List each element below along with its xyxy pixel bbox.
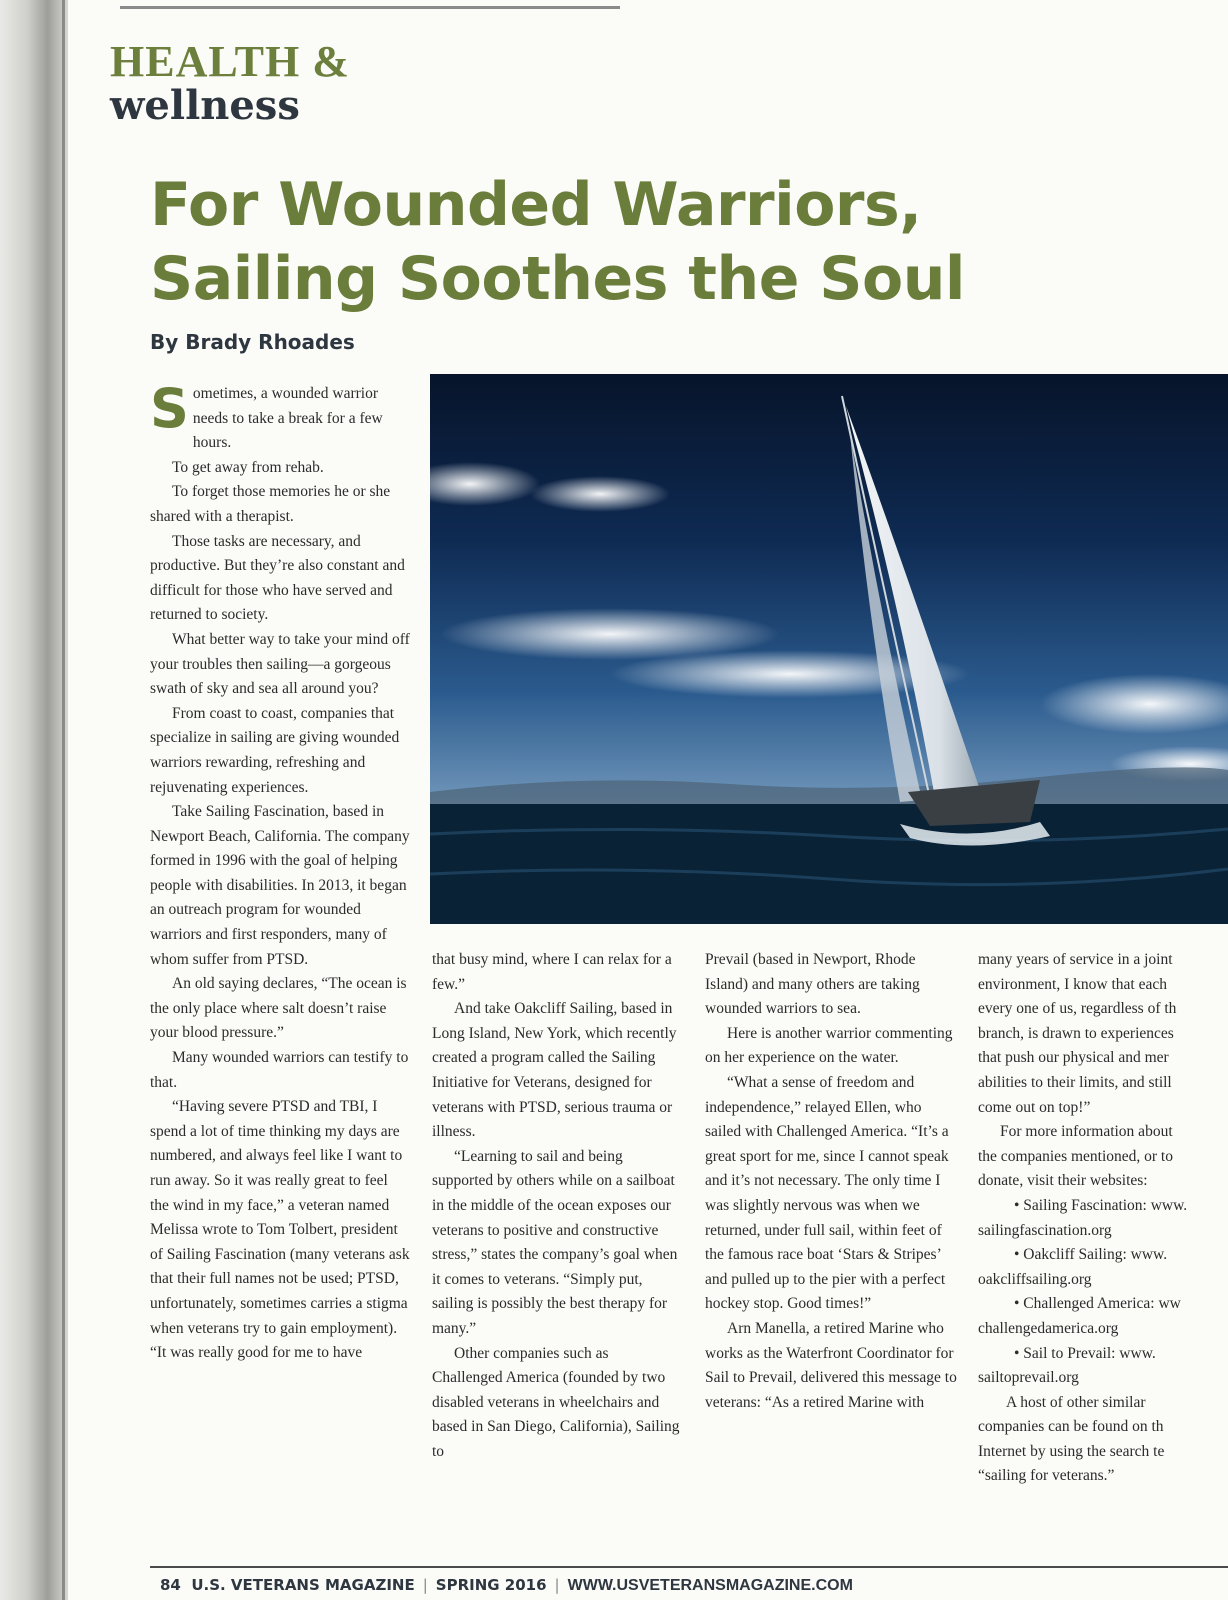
paragraph [150, 377, 410, 456]
text-line: every one of us, regardless of th [978, 1000, 1177, 1018]
paragraph: And take Oakcliff Sailing, based in Long Island, New York, which recently created a program called the Sailing Initiative for Veterans, designed for veterans with PTSD, serious trauma or illness. [432, 1000, 677, 1141]
paragraph: Arn Manella, a retired Marine who works as the Waterfront Coordinator for Sail to Prevail, delivered this message to veterans: “As a retired Marine with [705, 1319, 957, 1411]
paragraph: An old saying declares, “The ocean is the only place where salt doesn’t raise your blood pressure.” [150, 975, 407, 1042]
paragraph: From coast to coast, companies that specialize in sailing are giving wounded warriors rewarding, refreshing and rejuvenating experiences. [150, 704, 400, 796]
paragraph: To get away from rehab. [172, 458, 324, 476]
website-link: sailtoprevail.org [978, 1369, 1079, 1387]
text-line: many years of service in a joint [978, 951, 1173, 968]
article-column-3 [705, 948, 960, 1415]
magazine-name: U.S. VETERANS MAGAZINE [191, 1576, 415, 1594]
byline: By Brady Rhoades [150, 330, 355, 354]
website-list-label: • Oakcliff Sailing: www. [1014, 1246, 1168, 1264]
paragraph: Prevail (based in Newport, Rhode Island) and many others are taking wounded warriors to sea. [705, 951, 920, 1018]
paragraph: “What a sense of freedom and independence,” relayed Ellen, who sailed with Challenged America. “It’s a great sport for me, since I cannot speak and it’s not necessary. The only time I was slightly nervous was when we returned, under full sail, within feet of the famous race boat ‘Stars & Stripes’ and pulled up to the pier with a perfect hockey stop. Good times!” [705, 1073, 949, 1313]
page-number: 84 [160, 1576, 181, 1594]
website-link: challengedamerica.org [978, 1319, 1119, 1337]
issue-date: SPRING 2016 [435, 1576, 547, 1594]
page-footer [160, 1576, 853, 1595]
paragraph: Many wounded warriors can testify to that. [150, 1049, 409, 1091]
magazine-binding [0, 0, 68, 1600]
paragraph: Other companies such as Challenged America (founded by two disabled veterans in wheelchairs and based in San Diego, California), Sailing to [432, 1344, 680, 1460]
article-column-2 [432, 948, 682, 1464]
text-line: A host of other similar [1006, 1393, 1146, 1411]
binding-gutter-line [62, 0, 65, 1600]
paragraph: To forget those memories he or she shared with a therapist. [150, 483, 391, 525]
paragraph-text: ometimes, a wounded warrior needs to take a break for a few hours. [192, 385, 383, 452]
headline-line-2: Sailing Soothes the Soul [150, 244, 965, 314]
article-headline [150, 168, 1110, 316]
paragraph: What better way to take your mind off your troubles then sailing—a gorgeous swath of sky and sea all around you? [150, 630, 410, 698]
top-edge-rule [120, 6, 620, 9]
paragraph: “Having severe PTSD and TBI, I spend a lot of time thinking my days are numbered, and always feel like I want to run away. So it was really great to feel the wind in my face,” a veteran named Melissa wrote to Tom Tolbert, president of Sailing Fascination (many veterans ask that their full names not be used; PTSD, unfortunately, sometimes carries a stigma when veterans try to gain employment). “It was really good for me to have [150, 1098, 410, 1362]
section-label-health: HEALTH & [110, 37, 350, 86]
website-list-label: • Challenged America: ww [1014, 1295, 1181, 1313]
section-label-wellness: wellness [110, 82, 300, 129]
text-line: “sailing for veterans.” [978, 1467, 1115, 1485]
text-line: environment, I know that each [978, 975, 1167, 993]
drop-cap: S [150, 377, 189, 440]
website-list-label: • Sail to Prevail: www. [1014, 1344, 1156, 1362]
sailboat-illustration [430, 374, 1228, 924]
paragraph: Take Sailing Fascination, based in Newport Beach, California. The company formed in 1996 with the goal of helping people with disabilities. In 2013, it began an outreach program for wounded warriors and first responders, many of whom suffer from PTSD. [150, 803, 410, 968]
text-line: come out on top!” [978, 1098, 1091, 1116]
footer-rule [150, 1566, 1228, 1568]
footer-separator: | [554, 1576, 560, 1594]
text-line: that push our physical and mer [978, 1049, 1169, 1067]
article-column-4 [978, 948, 1228, 1489]
text-line: the companies mentioned, or to [978, 1147, 1173, 1165]
text-line: Internet by using the search te [978, 1442, 1165, 1460]
text-line: abilities to their limits, and still [978, 1073, 1172, 1091]
website-list-label: • Sailing Fascination: www. [1014, 1196, 1188, 1214]
magazine-website: WWW.USVETERANSMAGAZINE.COM [567, 1577, 853, 1594]
paragraph: Those tasks are necessary, and productive. But they’re also constant and difficult for those who have served and returned to society. [150, 532, 405, 624]
paragraph: Here is another warrior commenting on her experience on the water. [705, 1024, 953, 1067]
paragraph: “Learning to sail and being supported by others while on a sailboat in the middle of the ocean exposes our veterans to positive and constructive stress,” states the company’s goal when it comes to veterans. “Simply put, sailing is possibly the best therapy for many.” [432, 1147, 678, 1337]
website-link: sailingfascination.org [978, 1221, 1112, 1239]
sailboat-photo [430, 374, 1228, 924]
article-column-1 [150, 377, 410, 1366]
website-link: oakcliffsailing.org [978, 1270, 1092, 1288]
text-line: For more information about [1000, 1123, 1173, 1141]
text-line: companies can be found on th [978, 1418, 1164, 1436]
footer-separator: | [422, 1576, 428, 1594]
headline-line-1: For Wounded Warriors, [150, 170, 922, 240]
text-line: donate, visit their websites: [978, 1172, 1148, 1190]
text-line: branch, is drawn to experiences [978, 1024, 1174, 1042]
paragraph: that busy mind, where I can relax for a few.” [432, 951, 672, 993]
